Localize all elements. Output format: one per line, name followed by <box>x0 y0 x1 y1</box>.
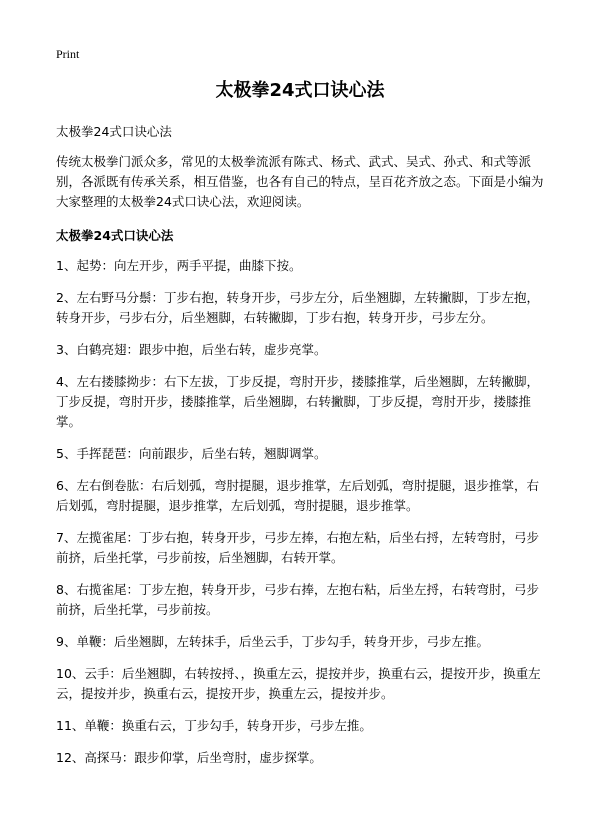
list-item: 7、左揽雀尾：丁步右抱，转身开步，弓步左捧，右抱左粘，后坐右捋，左转弯肘，弓步前挤，后坐托掌，弓步前按，后坐翘脚，右转开掌。 <box>56 530 539 565</box>
print-link[interactable]: Print <box>56 47 80 61</box>
list-item: 2、左右野马分鬃：丁步右抱，转身开步，弓步左分，后坐翘脚，左转撇脚，丁步左抱，转身开步，弓步右分，后坐翘脚，右转撇脚，丁步右抱，转身开步，弓步左分。 <box>56 290 539 325</box>
list-item: 11、单鞭：换重右云，丁步勾手，转身开步，弓步左推。 <box>56 718 372 733</box>
article-subtitle: 太极拳24式口诀心法 <box>56 124 172 139</box>
list-item: 5、手挥琵琶：向前跟步，后坐右转，翘脚调掌。 <box>56 446 327 461</box>
intro-paragraph: 传统太极拳门派众多，常见的太极拳流派有陈式、杨式、武式、吴式、孙式、和式等派别，各派既有传承关系，相互借鉴，也各有自己的特点，呈百花齐放之态。下面是小编为大家整理的太极拳24式口诀心法，欢迎阅读。 <box>56 154 544 209</box>
list-item: 6、左右倒卷肱：右后划弧，弯肘提腿，退步推掌，左后划弧，弯肘提腿，退步推掌，右后划弧，弯肘提腿，退步推掌，左后划弧，弯肘提腿，退步推掌。 <box>56 478 539 513</box>
list-item: 9、单鞭：后坐翘脚，左转抹手，后坐云手，丁步勾手，转身开步，弓步左推。 <box>56 634 489 649</box>
section-heading: 太极拳24式口诀心法 <box>56 228 174 243</box>
page-title: 太极拳24式口诀心法 <box>215 80 385 101</box>
article-body <box>56 122 550 780</box>
list-item: 4、左右搂膝拗步：右下左拔，丁步反提，弯肘开步，搂膝推掌，后坐翘脚，左转撇脚，丁步反提，弯肘开步，搂膝推掌，后坐翘脚，右转撇脚，丁步反提，弯肘开步，搂膝推掌。 <box>56 374 539 429</box>
list-item: 8、右揽雀尾：丁步左抱，转身开步，弓步右捧，左抱右粘，后坐左捋，右转弯肘，弓步前挤，后坐托掌，弓步前按。 <box>56 582 539 617</box>
list-item: 3、白鹤亮翅：跟步中抱，后坐右转，虚步亮掌。 <box>56 342 327 357</box>
list-item: 1、起势：向左开步，两手平提，曲膝下按。 <box>56 258 302 273</box>
list-item: 10、云手：后坐翘脚，右转按捋、，换重左云，提按并步，换重右云，提按开步，换重左云，提按并步，换重右云，提按开步，换重左云，提按并步。 <box>56 666 541 701</box>
list-item: 12、高探马：跟步仰掌，后坐弯肘，虚步探掌。 <box>56 750 322 765</box>
